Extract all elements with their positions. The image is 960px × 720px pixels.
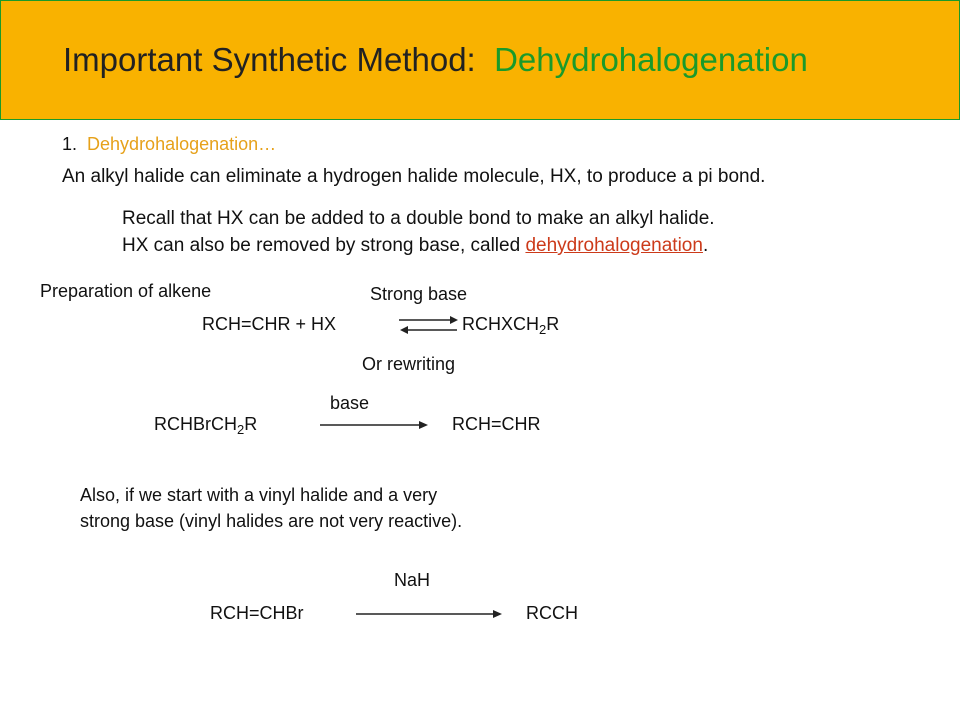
- product-right-main: RCHXCH: [462, 314, 540, 334]
- alkyl-bromide: [154, 414, 257, 437]
- reactants-left: RCH=CHR + HX: [202, 314, 337, 334]
- section-number: 1.: [62, 134, 78, 154]
- section-heading: [62, 134, 276, 155]
- alkene-product: RCH=CHR: [452, 414, 541, 434]
- equilibrium-arrow-icon: [397, 312, 461, 338]
- vinyl-text-line-2: strong base (vinyl halides are not very reactive).: [80, 511, 463, 531]
- title-highlight: Dehydrohalogenation: [494, 41, 808, 78]
- alkyl-bromide-end: R: [244, 414, 258, 434]
- slide-title: [63, 41, 808, 79]
- recall-line-2-prefix: HX can also be removed by strong base, called: [122, 235, 521, 256]
- product-right-subscript: 2: [539, 322, 547, 337]
- dehydrohalogenation-link[interactable]: dehydrohalogenation: [525, 235, 703, 256]
- strong-base-label: Strong base: [370, 284, 468, 304]
- base-label: base: [330, 393, 370, 413]
- title-banner: [0, 0, 960, 120]
- product-right-end: R: [546, 314, 560, 334]
- product-right: [462, 314, 559, 337]
- recall-line-1: Recall that HX can be added to a double bond to make an alkyl halide.: [122, 208, 715, 229]
- section-heading-text: Dehydrohalogenation…: [87, 134, 277, 154]
- nah-label: NaH: [394, 570, 431, 590]
- reaction-arrow-2-icon: [354, 607, 504, 621]
- recall-line-2-suffix: .: [702, 235, 709, 256]
- title-prefix: Important Synthetic Method:: [63, 41, 476, 78]
- preparation-label: Preparation of alkene: [40, 281, 212, 301]
- vinyl-bromide: RCH=CHBr: [210, 603, 304, 623]
- alkyne-product: RCCH: [526, 603, 578, 623]
- alkyl-bromide-subscript: 2: [237, 422, 245, 437]
- or-rewriting-label: Or rewriting: [362, 354, 456, 374]
- intro-text: An alkyl halide can eliminate a hydrogen halide molecule, HX, to produce a pi bond.: [62, 166, 766, 187]
- reaction-arrow-icon: [318, 418, 430, 432]
- vinyl-text-line-1: Also, if we start with a vinyl halide and a very: [80, 485, 438, 505]
- recall-line-2: [122, 235, 708, 257]
- alkyl-bromide-main: RCHBrCH: [154, 414, 237, 434]
